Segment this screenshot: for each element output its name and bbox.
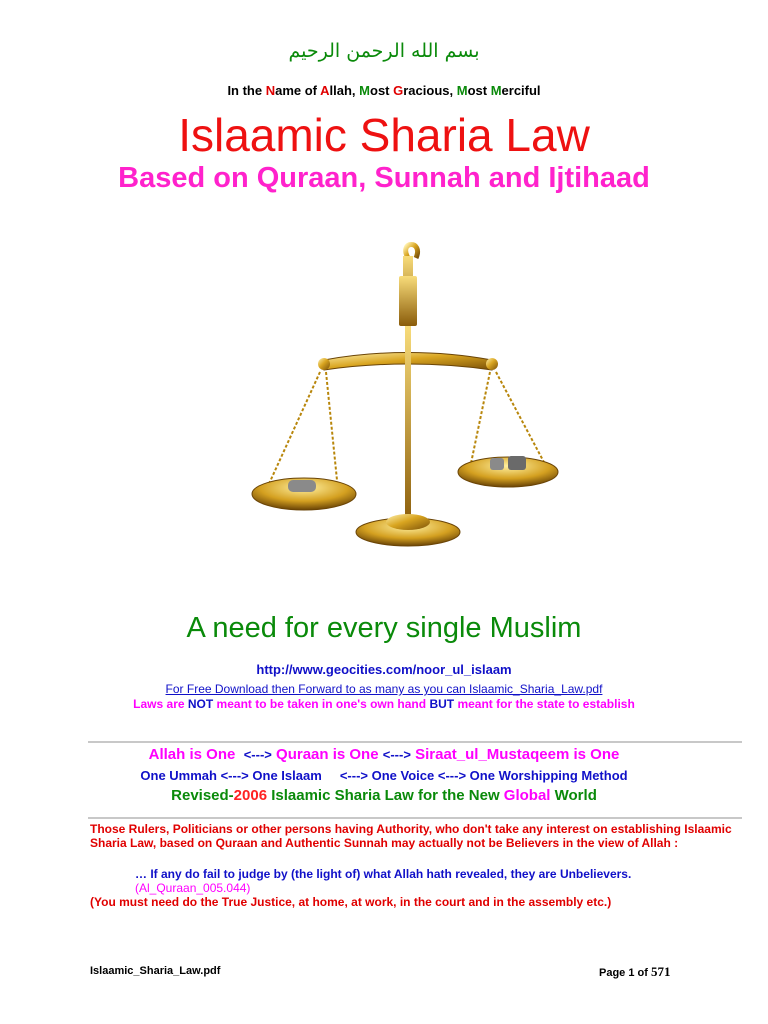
website-link[interactable]: http://www.geocities.com/noor_ul_islaam [256, 662, 512, 677]
justice-note: (You must need do the True Justice, at home, at work, in the court and in the assembly etc.) [90, 895, 612, 909]
rulers-paragraph: Those Rulers, Politicians or other persons having Authority, who don't take any interest on establishing Islaamic Sharia Law, based on Quraan and Authentic Sunnah may actually not be Believers in the view of Allah : [90, 822, 732, 850]
quran-reference: (Al_Quraan_005.044) [135, 881, 251, 895]
divider-bottom [88, 817, 742, 819]
arabic-bismillah: بسم الله الرحمن الرحيم [288, 40, 480, 62]
page-subtitle: Based on Quraan, Sunnah and Ijtihaad [118, 162, 650, 194]
creed-line: Allah is One <---> Quraan is One <---> Siraat_ul_Mustaqeem is One [148, 746, 620, 763]
footer-filename: Islaamic_Sharia_Law.pdf [90, 965, 221, 977]
bismillah-english: In the Name of Allah, Most Gracious, Most Merciful [227, 83, 541, 98]
ummah-line: One Ummah <---> One Islaam <---> One Voice <---> One Worshipping Method [140, 768, 628, 783]
divider-top [88, 741, 742, 743]
quran-quote: … If any do fail to judge by (the light of) what Allah hath revealed, they are Unbelievers. [135, 867, 632, 881]
balance-scale-image [228, 236, 588, 556]
footer-page-number: Page 1 of 571 [599, 964, 671, 979]
tagline: A need for every single Muslim [186, 612, 582, 644]
download-link[interactable]: For Free Download then Forward to as many as you can Islaamic_Sharia_Law.pdf [165, 682, 603, 696]
page-title: Islaamic Sharia Law [178, 109, 590, 161]
revised-line: Revised-2006 Islaamic Sharia Law for the New Global World [171, 787, 597, 804]
laws-statement: Laws are NOT meant to be taken in one's own hand BUT meant for the state to establish [133, 697, 635, 711]
